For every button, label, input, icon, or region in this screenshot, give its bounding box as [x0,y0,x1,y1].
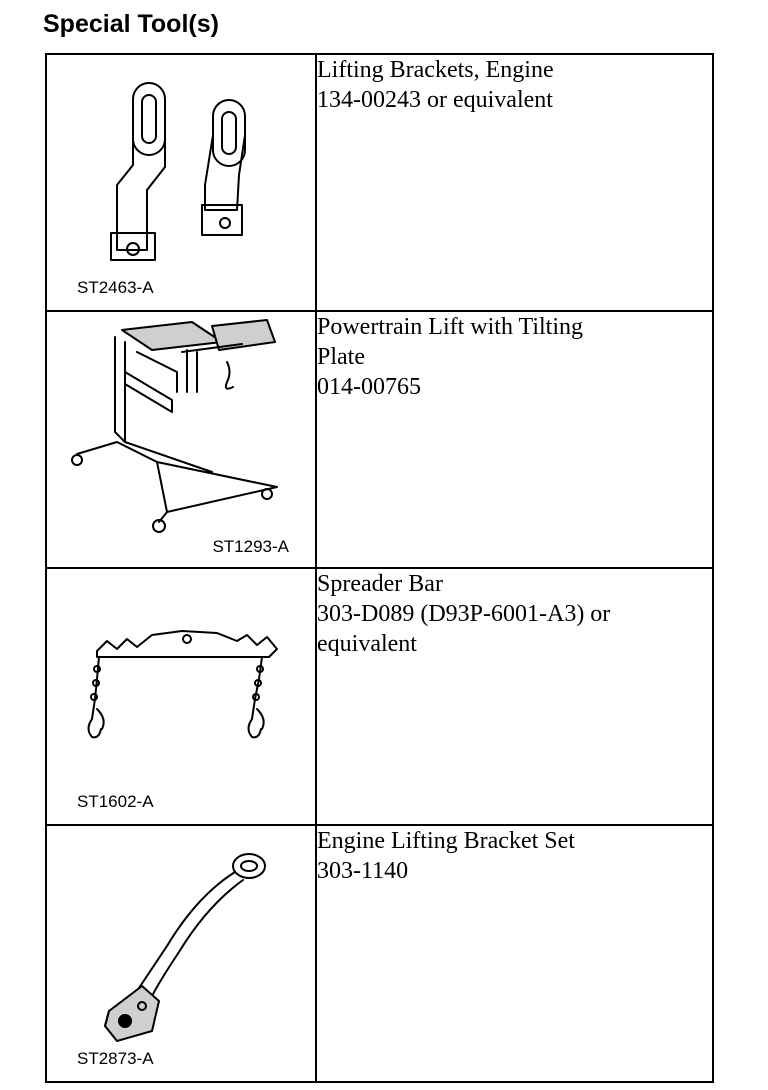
tool-part-number: 303-1140 [317,858,409,884]
tool-part-number: 134-00243 or equivalent [317,87,553,113]
tool-image-cell [46,568,316,825]
special-tools-table [45,53,714,1083]
tool-image-cell [46,311,316,568]
powertrain-lift-illustration [47,312,315,567]
tool-name: Engine Lifting Bracket Set [317,828,575,854]
tool-name: Lifting Brackets, Engine [317,57,554,83]
tool-code: ST1602-A [77,792,154,811]
tool-description-cell [316,54,713,311]
table-row [46,825,713,1082]
tool-code: ST1293-A [212,537,289,556]
tool-description-cell [316,568,713,825]
tool-image-cell [46,54,316,311]
table-row [46,54,713,311]
table-row [46,568,713,825]
tool-part-number-continued: equivalent [317,631,417,657]
tool-code: ST2463-A [77,278,154,297]
tool-name: Spreader Bar [317,571,443,597]
tool-image-cell [46,825,316,1082]
tool-description-cell [316,825,713,1082]
engine-lifting-bracket-set-illustration [47,826,315,1081]
spreader-bar-illustration [47,569,315,824]
tool-name-continued: Plate [317,344,365,370]
page-title: Special Tool(s) [43,10,219,38]
tool-part-number: 303-D089 (D93P-6001-A3) or [317,601,611,627]
tool-description-cell [316,311,713,568]
tool-code: ST2873-A [77,1049,154,1068]
table-row [46,311,713,568]
engine-lifting-brackets-illustration [47,55,315,310]
tool-name: Powertrain Lift with Tilting [317,314,584,340]
tool-part-number: 014-00765 [317,374,421,400]
